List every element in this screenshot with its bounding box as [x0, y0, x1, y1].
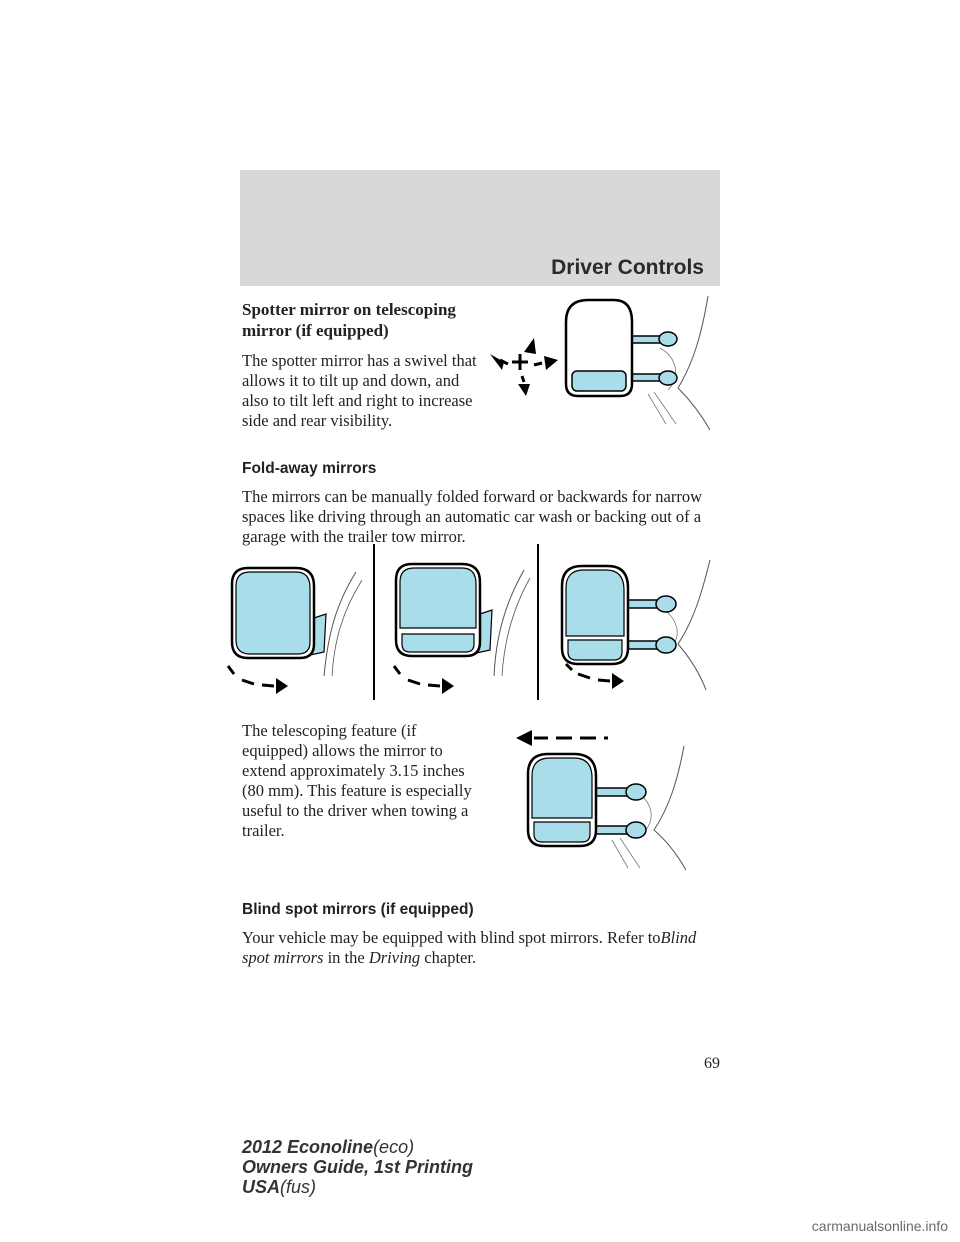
foldaway-body-line-1: The mirrors can be manually folded forward or backwards for narrow	[242, 487, 702, 506]
spotter-body-line-4: side and rear visibility.	[242, 411, 393, 430]
spotter-heading-line-1: Spotter mirror on telescoping	[242, 300, 456, 319]
foldaway-body-line-3: garage with the trailer tow mirror.	[242, 527, 466, 546]
blindspot-body-line-1: Your vehicle may be equipped with blind spot mirrors. Refer toBlind	[242, 928, 697, 947]
page-number: 69	[704, 1055, 720, 1072]
foldaway-body-line-2: spaces like driving through an automatic car wash or backing out of a	[242, 507, 702, 526]
telescoping-body-line-3: extend approximately 3.15 inches	[242, 761, 465, 780]
document-footer	[242, 1137, 473, 1197]
blindspot-ref-italic-2: spot mirrors	[242, 948, 324, 967]
foldaway-panel-3	[562, 560, 710, 690]
blindspot-ref-italic-1: Blind	[660, 928, 697, 947]
section-title: Driver Controls	[551, 256, 704, 279]
telescoping-section	[242, 721, 492, 841]
blindspot-body-line-2: spot mirrors in the Driving chapter.	[242, 948, 477, 967]
foldaway-panel-2	[394, 564, 530, 694]
telescoping-body-line-5: useful to the driver when towing a	[242, 801, 469, 820]
blindspot-section	[242, 900, 722, 968]
telescoping-mirror-illustration	[510, 722, 710, 872]
telescoping-body-line-6: trailer.	[242, 821, 285, 840]
watermark: carmanualsonline.info	[811, 1218, 948, 1234]
spotter-mirror-section	[242, 299, 482, 431]
spotter-body-line-2: allows it to tilt up and down, and	[242, 371, 460, 390]
foldaway-heading: Fold-away mirrors	[242, 460, 377, 477]
foldaway-mirrors-illustration	[216, 544, 716, 702]
section-header-band	[240, 170, 720, 286]
spotter-body-line-1: The spotter mirror has a swivel that	[242, 351, 477, 370]
footer-line-2: Owners Guide, 1st Printing	[242, 1157, 474, 1177]
foldaway-panel-1	[228, 568, 362, 694]
foldaway-section	[242, 459, 722, 547]
spotter-body-line-3: also to tilt left and right to increase	[242, 391, 473, 410]
telescoping-body-line-1: The telescoping feature (if	[242, 721, 417, 740]
footer-line-1: 2012 Econoline(eco)	[242, 1137, 415, 1157]
blindspot-heading: Blind spot mirrors (if equipped)	[242, 901, 474, 918]
telescoping-body-line-4: (80 mm). This feature is especially	[242, 781, 472, 800]
spotter-mirror-illustration	[482, 292, 720, 432]
telescoping-body-line-2: equipped) allows the mirror to	[242, 741, 443, 760]
spotter-heading-line-2: mirror (if equipped)	[242, 321, 389, 340]
driving-chapter-ref: Driving	[368, 948, 421, 967]
footer-line-3: USA(fus)	[242, 1177, 317, 1197]
